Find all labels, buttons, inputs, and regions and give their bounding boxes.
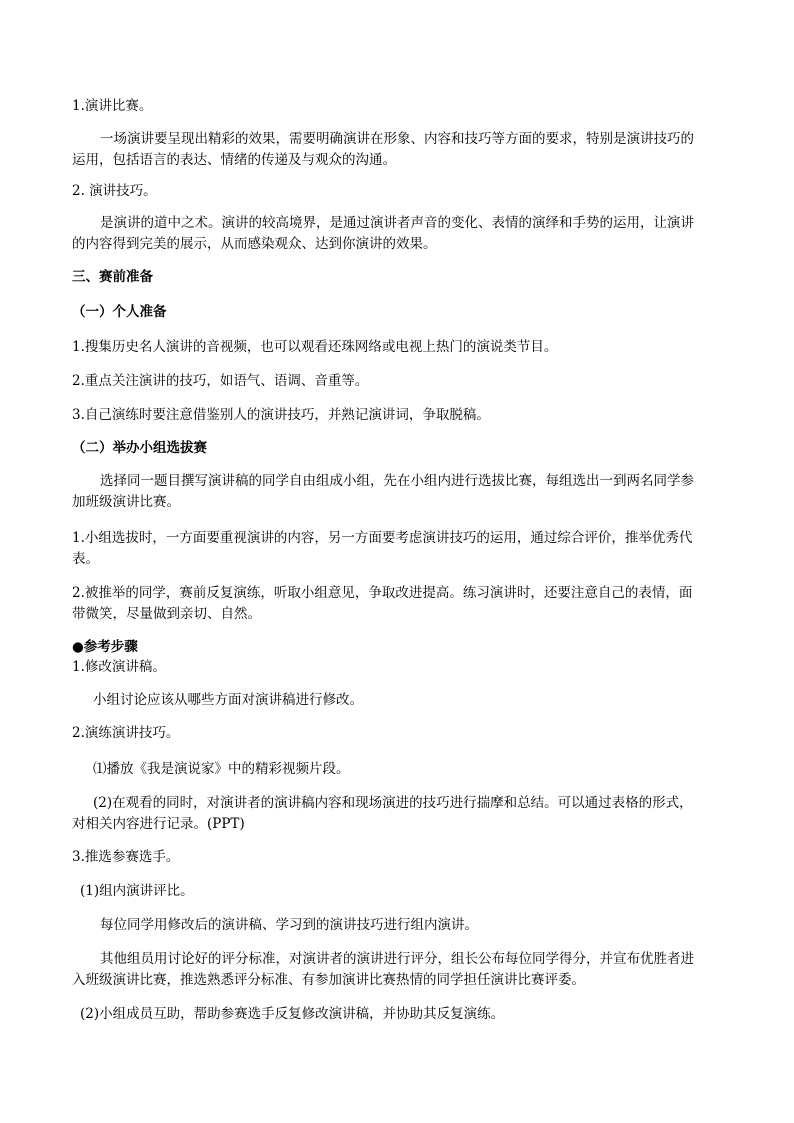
step-3-scoring-line2: 入班级演讲比赛，推选熟悉评分标准、有参加演讲比赛热情的同学担任演讲比赛评委。 bbox=[72, 972, 585, 988]
group-item-2-line2: 带微笑，尽量做到亲切、自然。 bbox=[72, 606, 261, 622]
group-item-1-line1: 1.小组选拔时，一方面要重视演讲的内容，另一方面要考虑演讲技巧的运用，通过综合评价，推举优秀代 bbox=[72, 530, 693, 546]
step-2-heading: 2.演练演讲技巧。 bbox=[72, 725, 180, 741]
personal-item-1: 1.搜集历史名人演讲的音视频，也可以观看还珠网络或电视上热门的演说类节目。 bbox=[72, 339, 558, 355]
section-heading-preparation: 三、赛前准备 bbox=[72, 269, 153, 285]
step-2-item-2-line1: (2)在观看的同时，对演讲者的演讲稿内容和现场演进的技巧进行揣摩和总结。可以通过表格的形式， bbox=[93, 795, 693, 811]
paragraph-speech-contest-line2: 运用，包括语言的表达、情绪的传递及与观众的沟通。 bbox=[72, 152, 396, 168]
item-heading-speech-contest: 1.演讲比赛。 bbox=[72, 98, 153, 114]
step-2-item-2-line2: 对相关内容进行记录。(PPT) bbox=[72, 816, 245, 832]
paragraph-speech-skills-line2: 的内容得到完美的展示，从而感染观众、达到你演讲的效果。 bbox=[72, 236, 437, 252]
step-3-scoring-line1: 其他组员用讨论好的评分标准，对演讲者的演讲进行评分，组长公布每位同学得分，并宣布优胜者进 bbox=[100, 951, 694, 967]
subsection-heading-personal: （一）个人准备 bbox=[72, 304, 167, 320]
step-3-item-1: (1)组内演讲评比。 bbox=[80, 883, 194, 899]
group-item-2-line1: 2.被推举的同学，赛前反复演练，听取小组意见，争取改进提高。练习演讲时，还要注意自己的表情，面 bbox=[72, 585, 693, 601]
step-3-item-2: (2)小组成员互助，帮助参赛选手反复修改演讲稿，并协助其反复演练。 bbox=[80, 1006, 505, 1022]
item-heading-speech-skills: 2. 演讲技巧。 bbox=[72, 183, 157, 199]
group-item-1-line2: 表。 bbox=[72, 551, 99, 567]
paragraph-speech-contest-line1: 一场演讲要呈现出精彩的效果，需要明确演讲在形象、内容和技巧等方面的要求，特别是演讲技巧的 bbox=[100, 131, 694, 147]
section-heading-reference-steps: ●参考步骤 bbox=[72, 639, 138, 655]
step-2-item-1: ⑴播放《我是演说家》中的精彩视频片段。 bbox=[93, 761, 350, 777]
step-3-item-1-description: 每位同学用修改后的演讲稿、学习到的演讲技巧进行组内演讲。 bbox=[100, 917, 478, 933]
personal-item-2: 2.重点关注演讲的技巧，如语气、语调、音重等。 bbox=[72, 373, 369, 389]
step-3-heading: 3.推选参赛选手。 bbox=[72, 849, 180, 865]
subsection-heading-group-selection: （二）举办小组选拔赛 bbox=[72, 440, 207, 456]
paragraph-group-selection-line1: 选择同一题目撰写演讲稿的同学自由组成小组，先在小组内进行选拔比赛，每组选出一到两名同学参 bbox=[100, 473, 694, 489]
paragraph-group-selection-line2: 加班级演讲比赛。 bbox=[72, 494, 180, 510]
step-1-heading: 1.修改演讲稿。 bbox=[72, 659, 166, 675]
paragraph-speech-skills-line1: 是演讲的道中之术。演讲的较高境界，是通过演讲者声音的变化、表情的演绎和手势的运用，让演讲 bbox=[100, 215, 694, 231]
personal-item-3: 3.自己演练时要注意借鉴别人的演讲技巧，并熟记演讲词，争取脱稿。 bbox=[72, 407, 490, 423]
step-1-description: 小组讨论应该从哪些方面对演讲稿进行修改。 bbox=[93, 692, 363, 708]
